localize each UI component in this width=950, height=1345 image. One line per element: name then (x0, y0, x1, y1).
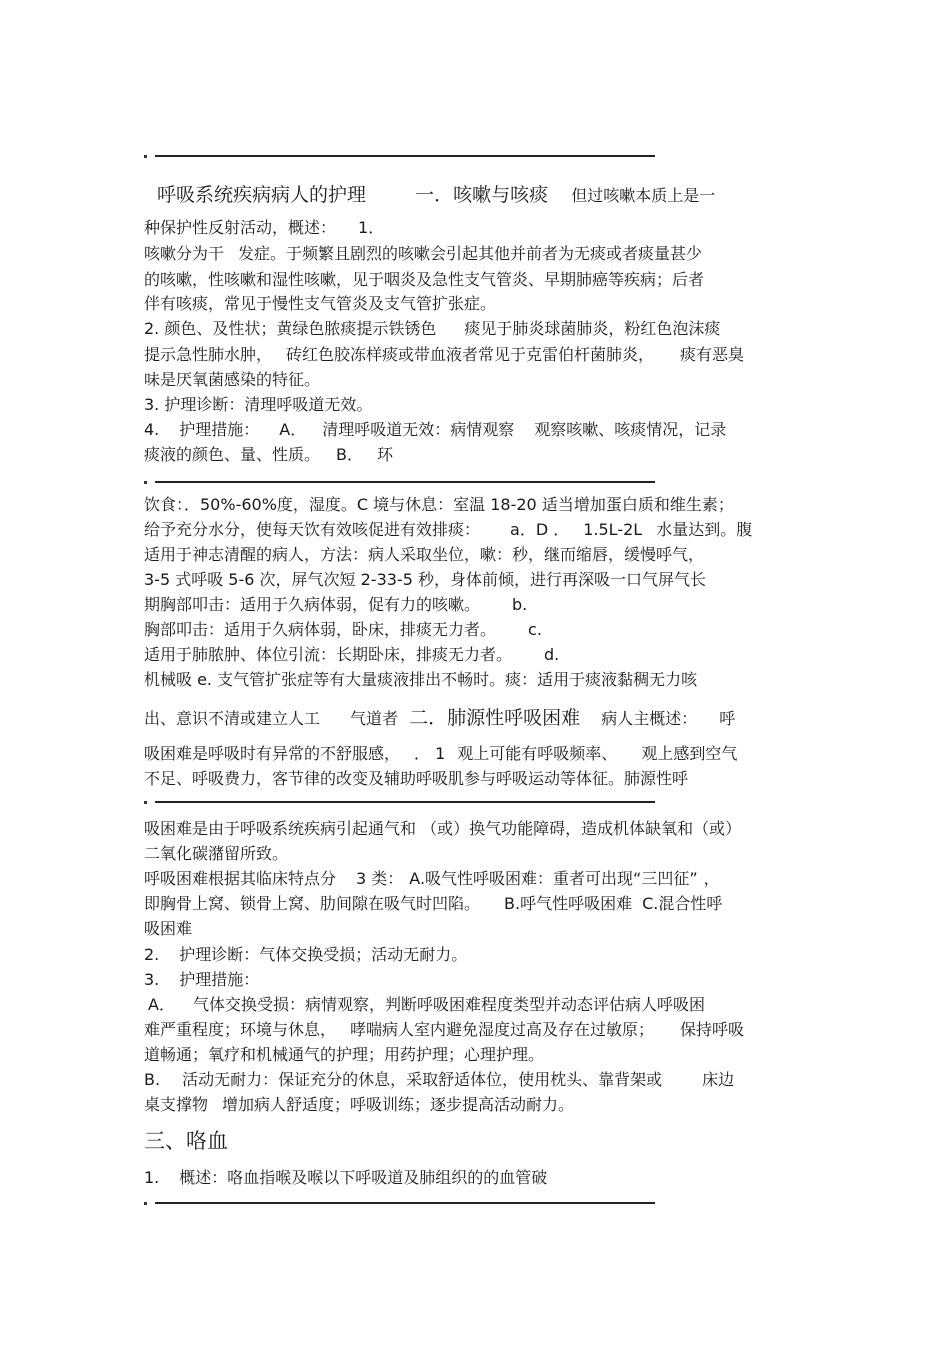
section-heading-cough: 一．咳嗽与咳痰 (415, 184, 549, 206)
text: B． (336, 445, 363, 464)
text-line: 适用于神志清醒的病人，方法：病人采取坐位，嗽：秒，继而缩唇，缓慢呼气， (144, 545, 705, 564)
text: 环 (377, 445, 394, 464)
separator-line (155, 1202, 655, 1204)
separator-line (155, 801, 655, 803)
text: 观上感到空气 (641, 744, 738, 763)
text-line (144, 244, 702, 264)
text: 种保护性反射活动，概述： (144, 218, 337, 237)
text: 清理呼吸道无效：病情观察 (322, 420, 515, 439)
text: d. (544, 645, 560, 664)
text-line: 吸困难 (144, 919, 193, 938)
text-line (144, 319, 720, 339)
text: 床边 (702, 1070, 735, 1089)
text-line (144, 420, 726, 440)
text: 气道者 (350, 709, 399, 728)
text-line: 不足、呼吸费力，客节律的改变及辅助呼吸肌参与呼吸运动等体征。肺源性呼 (144, 769, 689, 788)
separator-dot (144, 801, 147, 804)
text: 桌支撑物 (144, 1095, 209, 1114)
text: 活动无耐力：保证充分的休息，采取舒适体位，使用枕头、靠背架或 (182, 1070, 663, 1089)
text-line: 饮食：．50%-60%度，湿度。C 境与休息：室温 18-20 适当增加蛋白质和维生素； (144, 495, 734, 514)
text: b. (512, 595, 528, 614)
text-line (144, 218, 384, 238)
text-line: 道畅通；氧疗和机械通气的护理；用药护理；心理护理。 (144, 1045, 545, 1064)
text-line (144, 706, 735, 731)
text-line (144, 1020, 744, 1040)
separator-dot (144, 1202, 147, 1205)
section-heading-dyspnea: 二．肺源性呼吸困难 (409, 707, 581, 729)
text: 增加病人舒适度；呼吸训练；逐步提高活动耐力。 (222, 1095, 575, 1114)
text: 观上可能有呼吸频率、 (457, 744, 618, 763)
text: c. (528, 620, 542, 639)
text: 2. 颜色、及性状；黄绿色脓痰提示铁锈色 (144, 319, 437, 338)
separator-dot (144, 481, 147, 484)
text-line (144, 1168, 547, 1188)
text-line (144, 345, 744, 365)
text-line (144, 520, 752, 540)
text: 呼 (719, 709, 736, 728)
text-line (144, 1095, 574, 1115)
text: 护理措施： (179, 970, 260, 989)
text: 砖红色胶冻样痰或带血液者常见于克雷伯杆菌肺炎， (286, 345, 655, 364)
text: 观察咳嗽、咳痰情况，记录 (534, 420, 727, 439)
text-line: 机械吸 e. 支气管扩张症等有大量痰液排出不畅时。痰：适用于痰液黏稠无力咳 (144, 670, 698, 689)
text: 1.5L-2L (583, 520, 643, 539)
text-line (144, 970, 259, 990)
text: 气体交换受损：病情观察，判断呼吸困难程度类型并动态评估病人呼吸困 (192, 995, 705, 1014)
text: 3 类： (356, 869, 404, 888)
text: A． (148, 995, 175, 1014)
text: A． (279, 420, 307, 439)
text: 痰见于肺炎球菌肺炎，粉红色泡沫痰 (464, 319, 721, 338)
heading-line (157, 183, 715, 208)
text: 护理措施： (179, 420, 260, 439)
text: 概述：咯血指喉及喉以下呼吸道及肺组织的的血管破 (179, 1168, 548, 1187)
text: A.吸气性呼吸困难：重者可出现“三凹征” (409, 869, 698, 888)
text: 难严重程度；环境与休息， (144, 1020, 337, 1039)
section-heading-hemoptysis: 三、咯血 (144, 1129, 228, 1153)
text: B.呼气性呼吸困难 (504, 894, 633, 913)
text: 1. (144, 1168, 160, 1187)
text-line (144, 869, 720, 889)
text: 水量达到。腹 (656, 520, 753, 539)
text-line (144, 445, 393, 465)
text-line: 的咳嗽，性咳嗽和湿性咳嗽，见于咽炎及急性支气管炎、早期肺癌等疾病；后者 (144, 270, 705, 289)
text: 给予充分水分，使每天饮有效咳促进有效排痰： (144, 520, 481, 539)
text: 痰有恶臭 (680, 345, 745, 364)
text-line (144, 945, 467, 965)
text-line: 伴有咳痰，常见于慢性支气管炎及支气管扩张症。 (144, 294, 497, 313)
text: ． 1 (414, 744, 446, 763)
text: 期胸部叩击：适用于久病体弱，促有力的咳嗽。 (144, 595, 481, 614)
text: 3. (144, 970, 160, 989)
text: a．D ． (510, 520, 570, 539)
text-line (144, 595, 527, 615)
text: 吸困难是呼吸时有异常的不舒服感， (144, 744, 393, 763)
text: 护理诊断：气体交换受损；活动无耐力。 (179, 945, 468, 964)
text-line (144, 1070, 734, 1090)
text-line (144, 620, 542, 640)
text: 呼吸困难根据其临床特点分 (144, 869, 337, 888)
text: B. (144, 1070, 161, 1089)
document-title: 呼吸系统疾病病人的护理 (157, 184, 367, 206)
text-line (144, 744, 737, 764)
text-line (144, 645, 559, 665)
text: 适用于肺脓肿、体位引流：长期卧床，排痰无力者。 (144, 645, 513, 664)
separator-line (155, 481, 655, 483)
text: 2. (144, 945, 160, 964)
text: 痰液的颜色、量、性质。 (144, 445, 321, 464)
separator-dot (144, 155, 147, 158)
text: 提示急性肺水肿， (144, 345, 273, 364)
separator-line (155, 155, 655, 157)
text-line (148, 995, 705, 1015)
text: 保持呼吸 (680, 1020, 745, 1039)
text: 咳嗽分为干 (144, 244, 225, 263)
text-line: 3. 护理诊断：清理呼吸道无效。 (144, 395, 373, 414)
text: ， (703, 869, 720, 888)
text: 哮喘病人室内避免湿度过高及存在过敏原； (350, 1020, 655, 1039)
text-line: 吸困难是由于呼吸系统疾病引起通气和 （或）换气功能障碍，造成机体缺氧和（或） (144, 819, 742, 838)
text: 发症。于频繁且剧烈的咳嗽会引起其他并前者为无痰或者痰量甚少 (238, 244, 703, 263)
text-line: 3-5 式呼吸 5-6 次，屏气次短 2-33-5 秒，身体前倾，进行再深吸一口气屏气长 (144, 570, 706, 589)
text-line: 二氧化碳潴留所致。 (144, 844, 289, 863)
text-line: 味是厌氧菌感染的特征。 (144, 370, 321, 389)
text: 4. (144, 420, 160, 439)
text: 病人主概述： (601, 709, 698, 728)
text: C.混合性呼 (642, 894, 723, 913)
text: 出、意识不清或建立人工 (144, 709, 321, 728)
text: 即胸骨上窝、锁骨上窝、肋间隙在吸气时凹陷。 (144, 894, 481, 913)
text: 胸部叩击：适用于久病体弱，卧床，排痰无力者。 (144, 620, 497, 639)
text-line (144, 894, 722, 914)
text: 1． (358, 218, 385, 237)
text: 但过咳嗽本质上是一 (571, 186, 716, 205)
